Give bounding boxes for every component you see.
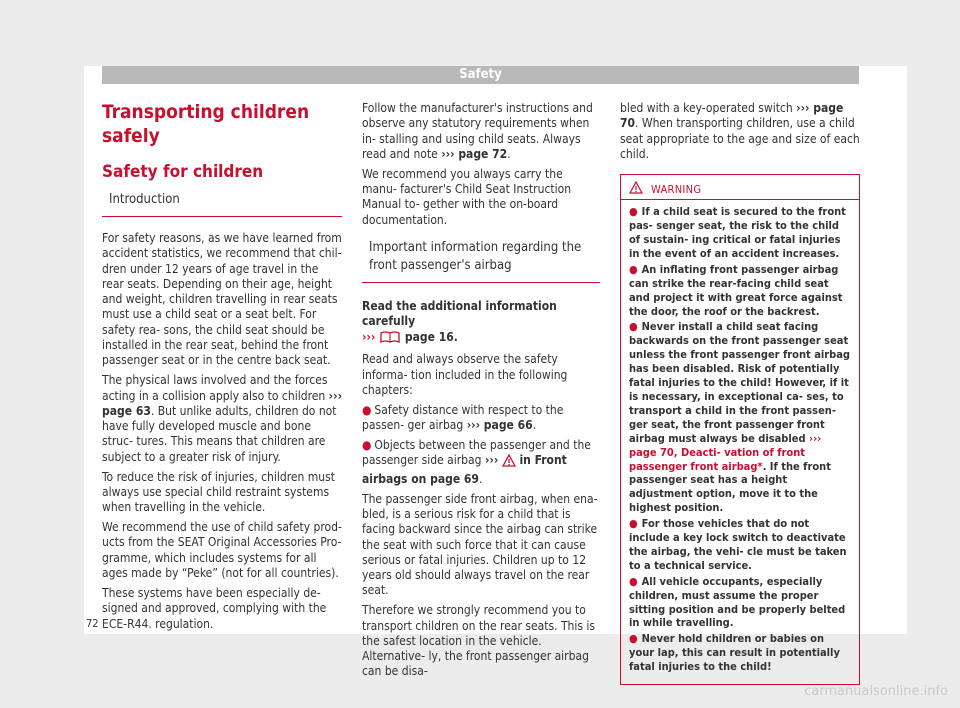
book-open-icon: [379, 330, 401, 348]
warning-item: [629, 320, 851, 515]
bullet-icon: ●: [629, 320, 638, 334]
page-reference-link[interactable]: ››› page 63: [102, 388, 343, 418]
page-reference-link[interactable]: in Front airbags on page 69: [362, 453, 567, 486]
text: For those vehicles that do not include a key lock switch to deactivate the airbag, the vehi- cle must be taken to a technical service.: [629, 517, 847, 572]
reference-arrow: ›››: [362, 329, 376, 344]
paragraph: For safety reasons, as we have learned from accident statistics, we recommend that chil- dren under 12 years of age travel in the rear seats. Depending on their age, height and weight, children travelling in rear seats must use a child seat or a seat belt. For safety rea- sons, the child seat should be installed in the rear seat, behind the front passenger seat or in the centre back seat.: [102, 231, 342, 368]
bullet-icon: ●: [362, 438, 372, 453]
text: If a child seat is secured to the front pas- senger seat, the risk to the child of sustain- ing critical or fatal injuries in the event of an accident increases.: [629, 205, 846, 260]
chapter-header: Safety: [102, 66, 859, 84]
warning-label: WARNING: [651, 182, 702, 196]
text: . If the front passenger seat has a height adjustment option, move it to the highest position.: [629, 459, 831, 515]
page-title: Transporting children safely: [102, 101, 310, 147]
warning-item: [629, 263, 851, 319]
text: .: [453, 329, 458, 344]
paragraph: The passenger side front airbag, when ena- bled, is a serious risk for a child that is facing backward since the airbag can strike the seat with such force that it can cause serious or fatal injuries. Children up to 12 years old should always travel on the rear seat.: [362, 491, 598, 598]
paragraph: These systems have been especially de- signed and approved, complying with the ECE-R44. regulation.: [102, 585, 327, 631]
text: The physical laws involved and the forces acting in a collision apply also to children: [102, 373, 329, 403]
page-number: 72: [86, 617, 99, 630]
paragraph: We recommend the use of child safety prod- ucts from the SEAT Original Accessories Pro- gramme, which includes systems for all ages made by “Peke” (not for all countries).: [102, 520, 342, 581]
warning-item: [629, 517, 851, 573]
spacer: [362, 283, 600, 299]
list-item: [362, 403, 600, 434]
bullet-icon: ●: [629, 517, 638, 531]
text: Follow the manufacturer's instructions and observe any statutory requirements when in- stalling and using child seats. Always read and note: [362, 101, 593, 161]
paragraph: [102, 373, 342, 465]
reference-arrow: ›››: [484, 453, 499, 468]
bullet-icon: ●: [629, 262, 638, 276]
warning-header: [621, 180, 859, 200]
text: Objects between the passenger and the passenger side airbag: [362, 438, 591, 468]
text: . When transporting children, use a child seat appropriate to the age and size of each child.: [620, 116, 860, 161]
bullet-icon: ●: [629, 632, 638, 646]
subsection-title: [362, 239, 600, 283]
warning-item: [629, 632, 851, 674]
subsection-label: Introduction: [109, 192, 180, 207]
text: Read the additional information carefully: [362, 298, 557, 329]
text: . But unlike adults, children do not have fully developed muscle and bone struc- tures. This means that children are subject to a greater risk of injury.: [102, 403, 337, 464]
warning-item: [629, 205, 851, 261]
watermark: carmanualsonline.info: [804, 684, 948, 699]
page-reference-link[interactable]: ››› page 66: [466, 418, 533, 433]
paragraph: [362, 101, 600, 162]
warning-triangle-icon: [502, 454, 516, 471]
page-reference-link[interactable]: ››› page 70: [620, 101, 844, 131]
column-2: [362, 101, 600, 684]
paragraph: [620, 101, 860, 162]
page-reference-link[interactable]: ››› page 72: [441, 146, 508, 161]
text: All vehicle occupants, especially children, must assume the proper sitting position and be properly belted in while travelling.: [629, 574, 846, 630]
section-title: Safety for children: [102, 162, 264, 182]
subsection-title: [102, 191, 342, 217]
column-1: [102, 100, 342, 636]
text: An inflating front passenger airbag can strike the rear-facing child seat and project it with great force against the door, the roof or the backrest.: [629, 262, 843, 318]
bullet-icon: ●: [629, 574, 638, 588]
warning-item: [629, 575, 851, 631]
paragraph: Read and always observe the safety informa- tion included in the following chapters:: [362, 352, 568, 398]
text: Never install a child seat facing backwards on the front passenger seat unless the front passenger front airbag has been disabled. Risk of potentially fatal injuries to the child! However, if it is necessary, in exceptional ca- ses, to transport a child in the front passen- ger seat, the front passenger front airbag must always be disabled: [629, 320, 850, 445]
spacer: [102, 217, 342, 231]
list-item: [362, 438, 600, 487]
bullet-icon: ●: [362, 402, 372, 417]
page-reference-link[interactable]: ››› page 70, Deacti- vation of front passenger front airbag*: [629, 431, 822, 473]
text: bled with a key-operated switch: [620, 101, 797, 115]
text: .: [478, 471, 483, 486]
text: Safety distance with respect to the passen- ger airbag: [362, 402, 564, 433]
text: .: [507, 146, 511, 161]
bullet-icon: ●: [629, 205, 638, 219]
warning-box: [620, 174, 860, 685]
text: Never hold children or babies on your lap, this can result in potentially fatal injuries to the child!: [629, 632, 840, 674]
paragraph: Therefore we strongly recommend you to transport children on the rear seats. This is the safest location in the vehicle. Alternative- ly, the front passenger airbag can be disa-: [362, 603, 596, 679]
lead-paragraph: [362, 299, 600, 348]
page-reference-link[interactable]: page 16: [404, 329, 454, 344]
text: .: [532, 418, 537, 433]
warning-triangle-icon: [629, 181, 643, 198]
paragraph: To reduce the risk of injuries, children must always use special child restraint systems when travelling in the vehicle.: [102, 469, 336, 515]
column-3: [620, 101, 860, 685]
paragraph: We recommend you always carry the manu- facturer's Child Seat Instruction Manual to- gether with the on-board documentation.: [362, 166, 572, 227]
subsection-label: Important information regarding the front passenger's airbag: [369, 239, 582, 273]
